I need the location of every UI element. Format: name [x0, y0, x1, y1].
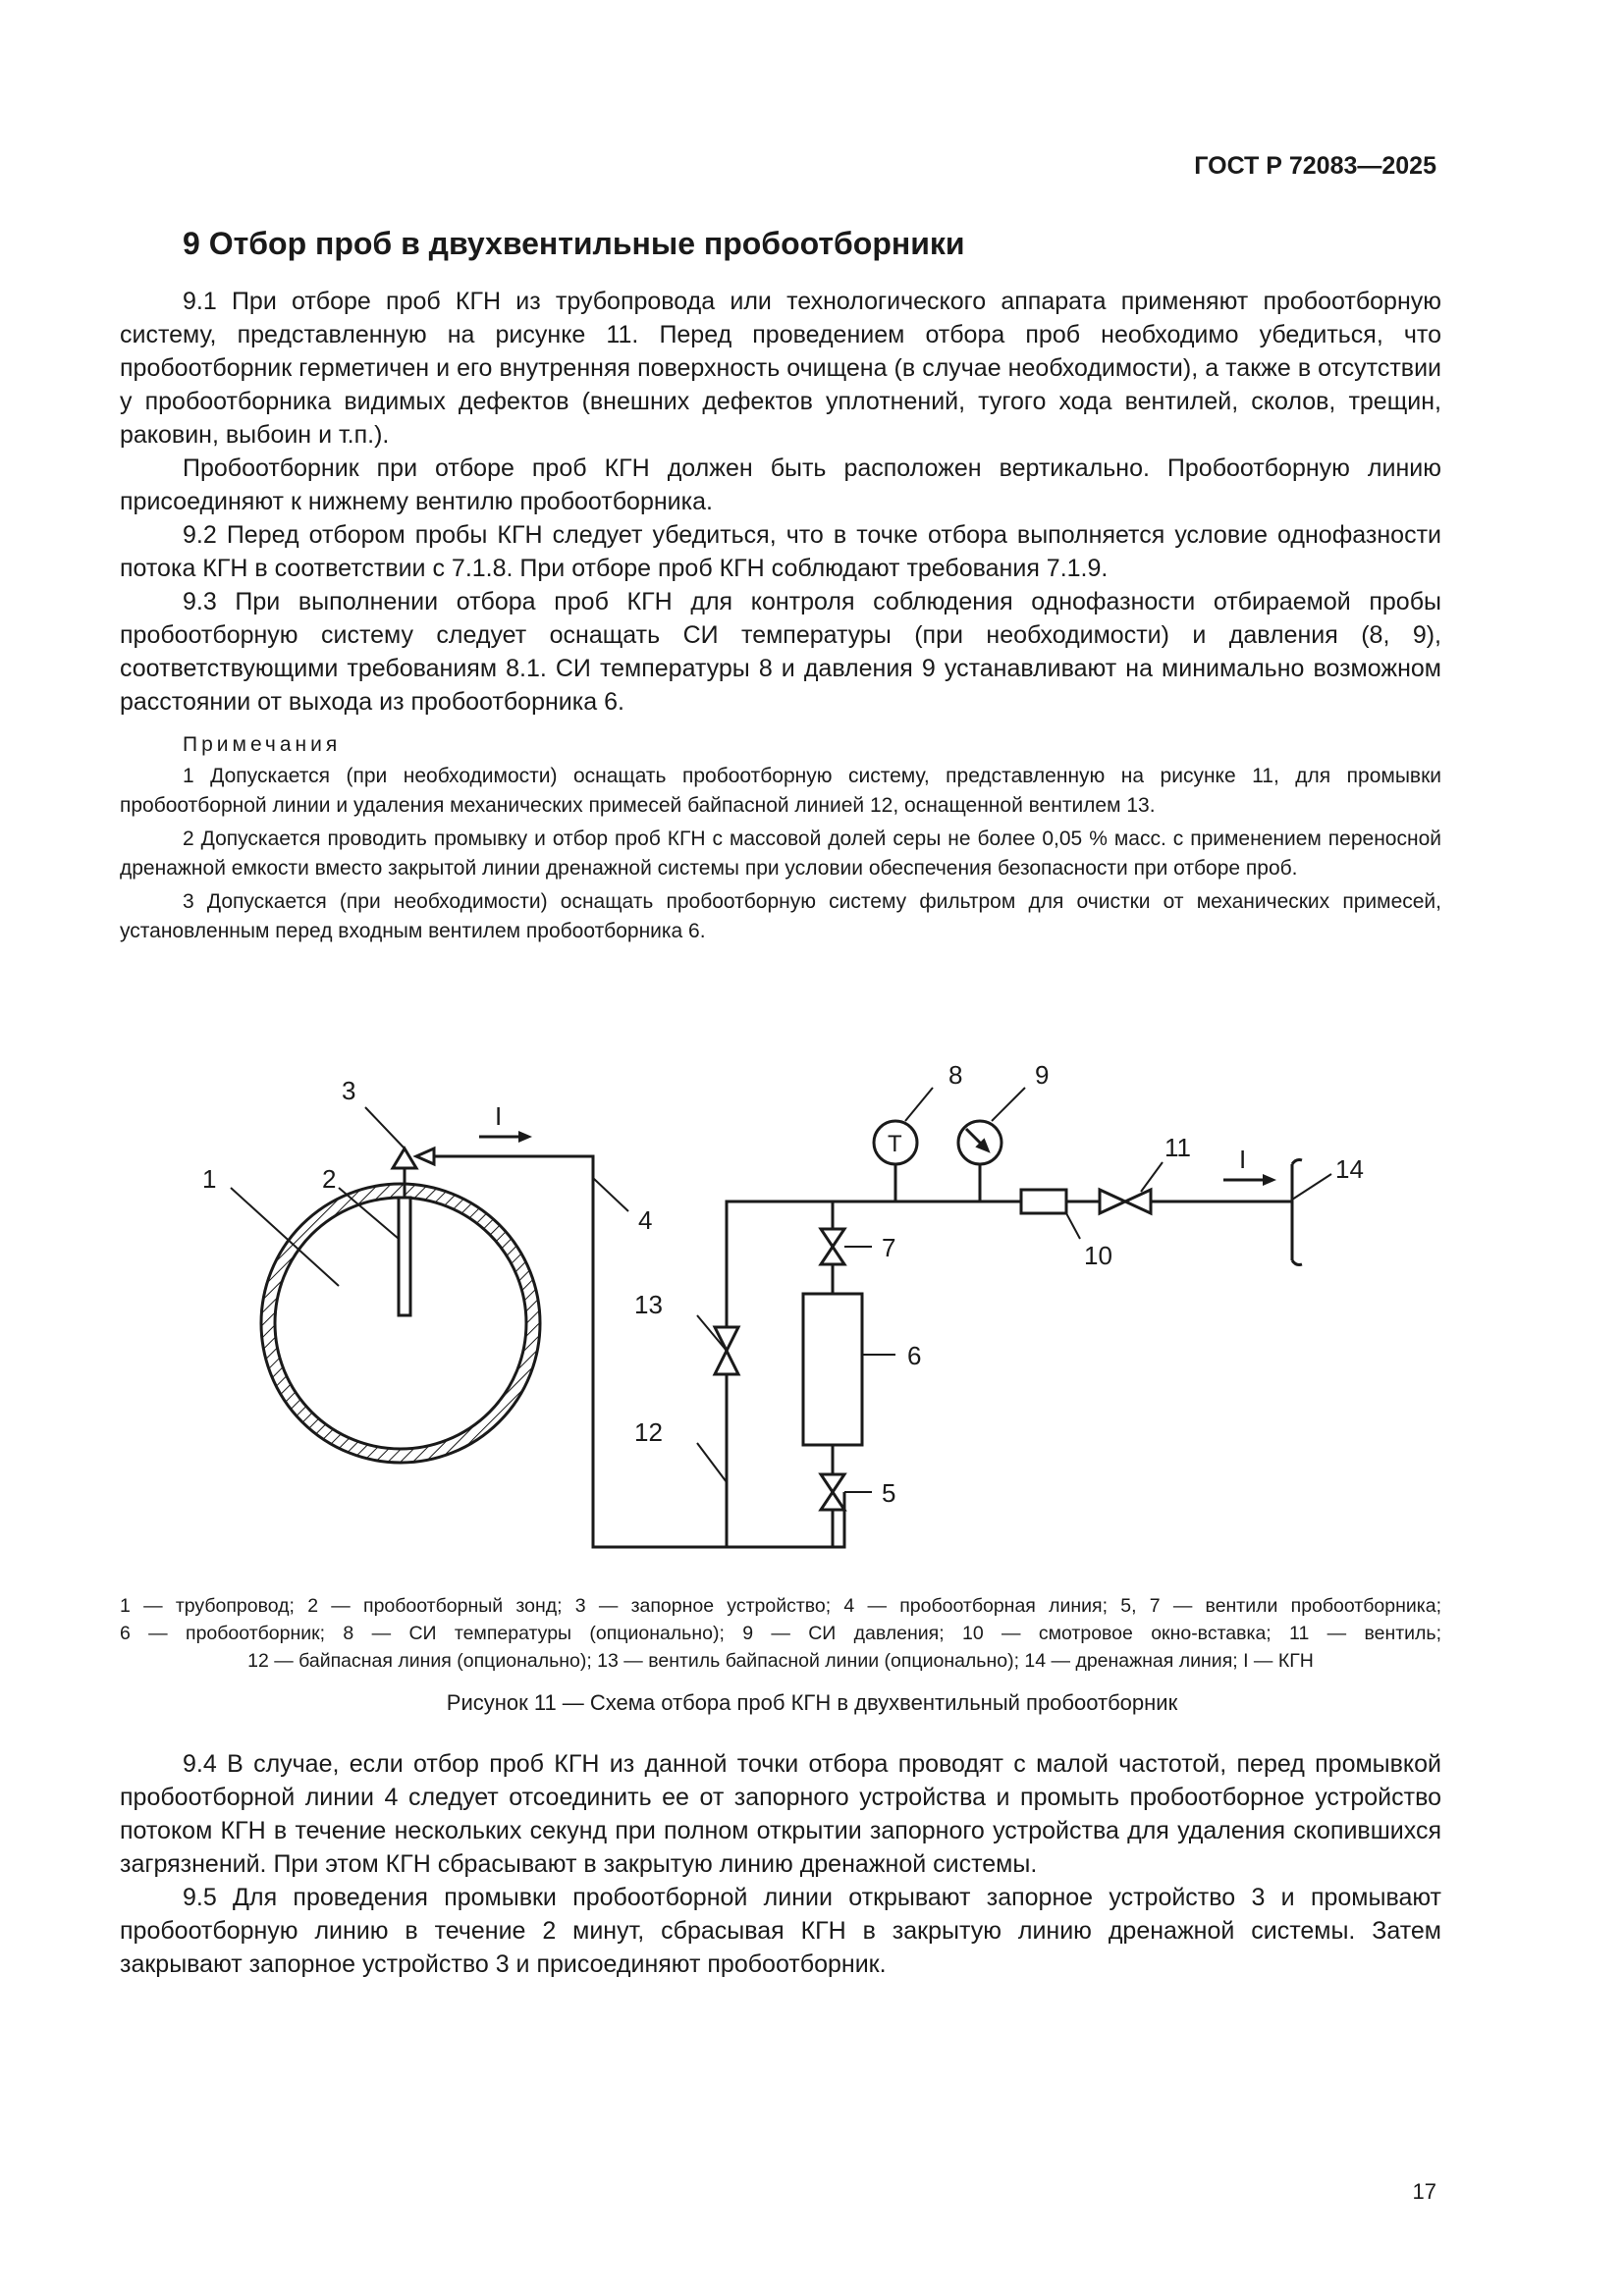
valve-11 [1100, 1190, 1125, 1213]
figure-legend [120, 1592, 1441, 1675]
body-text-top [120, 285, 1441, 719]
sight-glass [1021, 1190, 1066, 1213]
paragraph-9-2: 9.2 Перед отбором пробы КГН следует убедиться, что в точке отбора выполняется условие однофазности потока КГН в соответствии с 7.1.8. При отборе проб КГН соблюдают требования 7.1.9. [120, 521, 1441, 582]
label-6: 6 [907, 1341, 922, 1370]
label-3: 3 [342, 1076, 356, 1105]
legend-line-1: 1 — трубопровод; 2 — пробоотборный зонд; 3 — запорное устройство; 4 — пробоотборная линия; 5, 7 — вентили пробоотборника; [120, 1595, 1441, 1617]
note-3: 3 Допускается (при необходимости) оснащать пробоотборную систему фильтром для очистки от механических примесей, установленным перед входным вентилем пробоотборника 6. [120, 890, 1441, 942]
sampler [803, 1294, 862, 1445]
label-11: 11 [1164, 1133, 1191, 1162]
label-2: 2 [322, 1164, 337, 1194]
standard-code: ГОСТ Р 72083—2025 [1194, 152, 1436, 180]
notes-block [120, 730, 1441, 950]
paragraph-9-4: 9.4 В случае, если отбор проб КГН из данной точки отбора проводят с малой частотой, перед промывкой пробоотборной линии 4 следует отсоединить ее от запорного устройства и промыть пробоотборное устройство потоком КГН в течение нескольких секунд при полном открытии запорного устройства для удаления скопившихся загрязнений. При этом КГН сбрасывают в закрытую линию дренажной системы. [120, 1750, 1441, 1878]
label-1: 1 [202, 1164, 217, 1194]
legend-line-2: 6 — пробоотборник; 8 — СИ температуры (опционально); 9 — СИ давления; 10 — смотровое окно-вставка; 11 — вентиль; [120, 1623, 1441, 1644]
label-4: 4 [638, 1205, 653, 1235]
label-7: 7 [882, 1233, 896, 1262]
label-13: 13 [634, 1290, 663, 1319]
label-5: 5 [882, 1478, 896, 1508]
paragraph-9-3: 9.3 При выполнении отбора проб КГН для контроля соблюдения однофазности отбираемой пробы пробоотборную систему следует оснащать СИ температуры (при необходимости) и давления (8, 9), соответствующими требованиям 8.1. СИ температуры 8 и давления 9 устанавливают на минимально возможном расстоянии от выхода из пробоотборника 6. [120, 588, 1441, 716]
page-number: 17 [1412, 2179, 1436, 2204]
notes-heading: Примечания [183, 733, 342, 756]
sampling-probe [399, 1198, 410, 1315]
label-14: 14 [1335, 1154, 1364, 1184]
label-9: 9 [1035, 1060, 1050, 1090]
sampling-scheme-diagram [0, 1041, 1624, 1561]
paragraph-9-1: 9.1 При отборе проб КГН из трубопровода или технологического аппарата применяют пробоотборную систему, представленную на рисунке 11. Перед проведением отбора проб необходимо убедиться, что пробоотборник герметичен и его внутренняя поверхность очищена (в случае необходимости), а также в отсутствии у пробоотборника видимых дефектов (внешних дефектов уплотнений, тугого хода вентилей, сколов, трещин, раковин, выбоин и т.п.). [120, 288, 1441, 449]
note-2: 2 Допускается проводить промывку и отбор проб КГН с массовой долей серы не более 0,05 % масс. с применением переносной дренажной емкости вместо закрытой линии дренажной системы при условии обеспечения безопасности при отборе проб. [120, 828, 1441, 880]
flow-label-2: I [1239, 1145, 1247, 1174]
shutoff-device [393, 1148, 416, 1168]
note-1: 1 Допускается (при необходимости) оснащать пробоотборную систему, представленную на рисунке 11, для промывки пробоотборной линии и удаления механических примесей байпасной линией 12, оснащенной вентилем 13. [120, 765, 1441, 817]
paragraph-9-5: 9.5 Для проведения промывки пробоотборной линии открывают запорное устройство 3 и промывают пробоотборную линию в течение 2 минут, сбрасывая КГН в закрытую линию дренажной системы. Затем закрывают запорное устройство 3 и присоединяют пробоотборник. [120, 1884, 1441, 1978]
thermometer-symbol: T [888, 1131, 902, 1157]
body-text-bottom [120, 1747, 1441, 1981]
label-12: 12 [634, 1417, 663, 1447]
figure-caption: Рисунок 11 — Схема отбора проб КГН в двухвентильный пробоотборник [446, 1690, 1178, 1715]
flow-label-1: I [495, 1101, 503, 1131]
legend-line-3: 12 — байпасная линия (опционально); 13 — вентиль байпасной линии (опционально); 14 — дренажная линия; I — КГН [247, 1650, 1314, 1672]
paragraph-9-1-cont: Пробоотборник при отборе проб КГН должен быть расположен вертикально. Пробоотборную линию присоединяют к нижнему вентилю пробоотборника. [120, 454, 1441, 515]
label-8: 8 [948, 1060, 963, 1090]
bypass-valve [715, 1327, 738, 1351]
label-10: 10 [1084, 1241, 1112, 1270]
figure-11 [0, 1041, 1624, 1561]
section-title: 9 Отбор проб в двухвентильные пробоотборники [183, 226, 965, 261]
drain-line [1292, 1160, 1302, 1265]
